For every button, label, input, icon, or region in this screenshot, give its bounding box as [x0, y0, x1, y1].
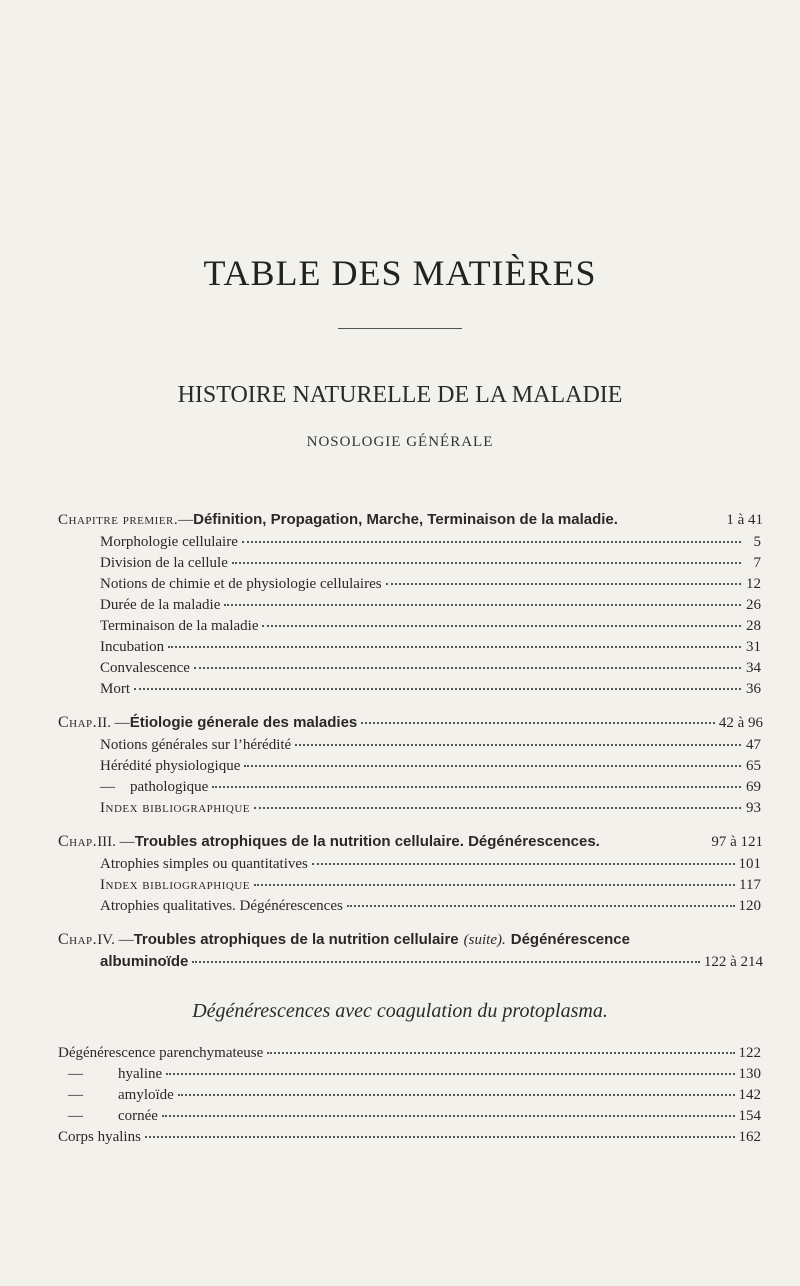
chapter-separator: —	[178, 512, 194, 528]
chapter-heading-2	[58, 714, 763, 736]
chapter-pages: 97 à 121	[711, 834, 763, 850]
chapter-pages: 122 à 214	[703, 954, 763, 970]
toc-entry: — pathologique 69	[100, 779, 761, 795]
toc-entry: Durée de la maladie 26	[100, 597, 761, 613]
chapter-pages: 1 à 41	[726, 512, 763, 528]
toc-entry: Convalescence 34	[100, 660, 761, 676]
chapter-heading-4	[58, 931, 763, 953]
toc-entry: Terminaison de la maladie 28	[100, 618, 761, 634]
book-subtitle: HISTOIRE NATURELLE DE LA MALADIE	[177, 382, 623, 408]
subsection-heading: Dégénérescences avec coagulation du protoplasma.	[192, 1000, 608, 1022]
chapter-label: Chap.	[58, 931, 98, 948]
chapter-title: Troubles atrophiques de la nutrition cellulaire. Dégénérescences.	[134, 833, 600, 850]
chapter-number: II. —	[97, 715, 130, 731]
toc-entry: Index bibliographique 117	[100, 877, 761, 893]
chapter-title: Troubles atrophiques de la nutrition cellulaire	[133, 931, 459, 948]
toc-entry: — hyaline 130	[68, 1066, 761, 1082]
chapter-label: Chapitre premier.	[58, 512, 179, 528]
toc-entry: Dégénérescence parenchymateuse 122	[58, 1045, 761, 1061]
chapter-label: Chap.	[58, 833, 98, 850]
toc-entry: — cornée 154	[68, 1108, 761, 1124]
toc-entry: Incubation 31	[100, 639, 761, 655]
toc-entry: Mort 36	[100, 681, 761, 697]
chapter-title-line2: albuminoïde	[100, 953, 189, 970]
chapter-label: Chap.	[58, 714, 98, 731]
page-title: TABLE DES MATIÈRES	[203, 253, 597, 293]
toc-entry: Morphologie cellulaire 5	[100, 534, 761, 550]
chapter-title-tail: Dégénérescence	[510, 931, 630, 948]
chapter-title: Étiologie génerale des maladies	[129, 714, 358, 731]
title-rule	[338, 328, 462, 329]
toc-entry: Atrophies simples ou quantitatives 101	[100, 856, 761, 872]
toc-entry: Notions générales sur l’hérédité 47	[100, 737, 761, 753]
chapter-number: IV. —	[97, 932, 134, 948]
toc-entry: Hérédité physiologique 65	[100, 758, 761, 774]
section-title: NOSOLOGIE GÉNÉRALE	[306, 434, 494, 450]
chapter-title-suffix: (suite).	[463, 932, 506, 948]
chapter-number: III. —	[97, 834, 135, 850]
toc-entry: — amyloïde 142	[68, 1087, 761, 1103]
toc-entry: Notions de chimie et de physiologie cellulaires 12	[100, 576, 761, 592]
chapter-pages: 42 à 96	[718, 715, 763, 731]
toc-entry: Corps hyalins 162	[58, 1129, 761, 1145]
chapter-heading-3	[58, 833, 763, 855]
chapter-heading-1	[58, 511, 763, 533]
chapter-heading-4-cont	[100, 953, 763, 975]
toc-entry: Index bibliographique 93	[100, 800, 761, 816]
toc-entry: Atrophies qualitatives. Dégénérescences 120	[100, 898, 761, 914]
chapter-title: Définition, Propagation, Marche, Terminaison de la maladie.	[193, 511, 618, 528]
toc-entry: Division de la cellule 7	[100, 555, 761, 571]
